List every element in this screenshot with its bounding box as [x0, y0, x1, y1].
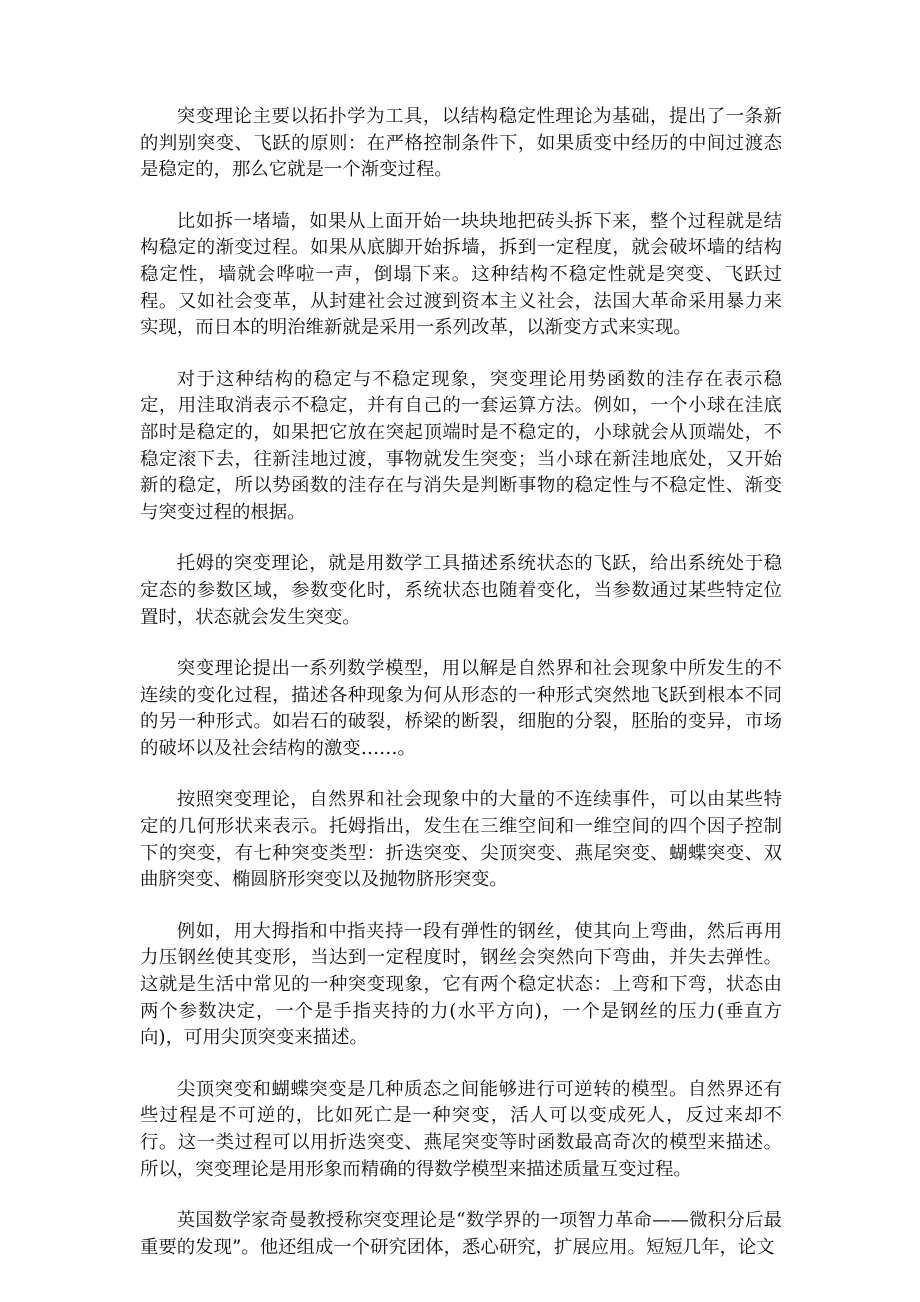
paragraph-2: 比如拆一堵墙，如果从上面开始一块块地把砖头拆下来，整个过程就是结构稳定的渐变过程。如果从底脚开始拆墙，拆到一定程度，就会破坏墙的结构稳定性，墙就会哗啦一声，倒塌下来。这种结构不稳定性就是突变、飞跃过程。又如社会变革，从封建社会过渡到资本主义社会，法国大革命采用暴力来实现，而日本的明治维新就是采用一系列改革，以渐变方式来实现。 [140, 210, 782, 339]
paragraph-7: 例如，用大拇指和中指夹持一段有弹性的钢丝，使其向上弯曲，然后再用力压钢丝使其变形，当达到一定程度时，钢丝会突然向下弯曲，并失去弹性。这就是生活中常见的一种突变现象，它有两个稳定状态：上弯和下弯，状态由两个参数决定，一个是手指夹持的力(水平方向)，一个是钢丝的压力(垂直方向)，可用尖顶突变来描述。 [140, 920, 782, 1049]
paragraph-3: 对于这种结构的稳定与不稳定现象，突变理论用势函数的洼存在表示稳定，用洼取消表示不稳定，并有自己的一套运算方法。例如，一个小球在洼底部时是稳定的，如果把它放在突起顶端时是不稳定的，小球就会从顶端处，不稳定滚下去，往新洼地过渡，事物就发生突变；当小球在新洼地底处，又开始新的稳定，所以势函数的洼存在与消失是判断事物的稳定性与不稳定性、渐变与突变过程的根据。 [140, 368, 782, 523]
paragraph-5: 突变理论提出一系列数学模型，用以解是自然界和社会现象中所发生的不连续的变化过程，描述各种现象为何从形态的一种形式突然地飞跃到根本不同的另一种形式。如岩石的破裂，桥梁的断裂，细胞的分裂，胚胎的变异，市场的破坏以及社会结构的激变……。 [140, 658, 782, 759]
paragraph-1: 突变理论主要以拓扑学为工具，以结构稳定性理论为基础，提出了一条新的判别突变、飞跃的原则：在严格控制条件下，如果质变中经历的中间过渡态是稳定的，那么它就是一个渐变过程。 [140, 106, 782, 181]
paragraph-4: 托姆的突变理论，就是用数学工具描述系统状态的飞跃，给出系统处于稳定态的参数区域，参数变化时，系统状态也随着变化，当参数通过某些特定位置时，状态就会发生突变。 [140, 553, 782, 628]
paragraph-9: 英国数学家奇曼教授称突变理论是“数学界的一项智力革命——微积分后最重要的发现”。他还组成一个研究团体，悉心研究，扩展应用。短短几年，论文 [140, 1210, 782, 1258]
paragraph-6: 按照突变理论，自然界和社会现象中的大量的不连续事件，可以由某些特定的几何形状来表示。托姆指出，发生在三维空间和一维空间的四个因子控制下的突变，有七种突变类型：折迭突变、尖顶突变、燕尾突变、蝴蝶突变、双曲脐突变、椭圆脐形突变以及抛物脐形突变。 [140, 789, 782, 891]
paragraph-8: 尖顶突变和蝴蝶突变是几种质态之间能够进行可逆转的模型。自然界还有些过程是不可逆的，比如死亡是一种突变，活人可以变成死人，反过来却不行。这一类过程可以用折迭突变、燕尾突变等时函数最高奇次的模型来描述。所以，突变理论是用形象而精确的得数学模型来描述质量互变过程。 [140, 1078, 782, 1180]
